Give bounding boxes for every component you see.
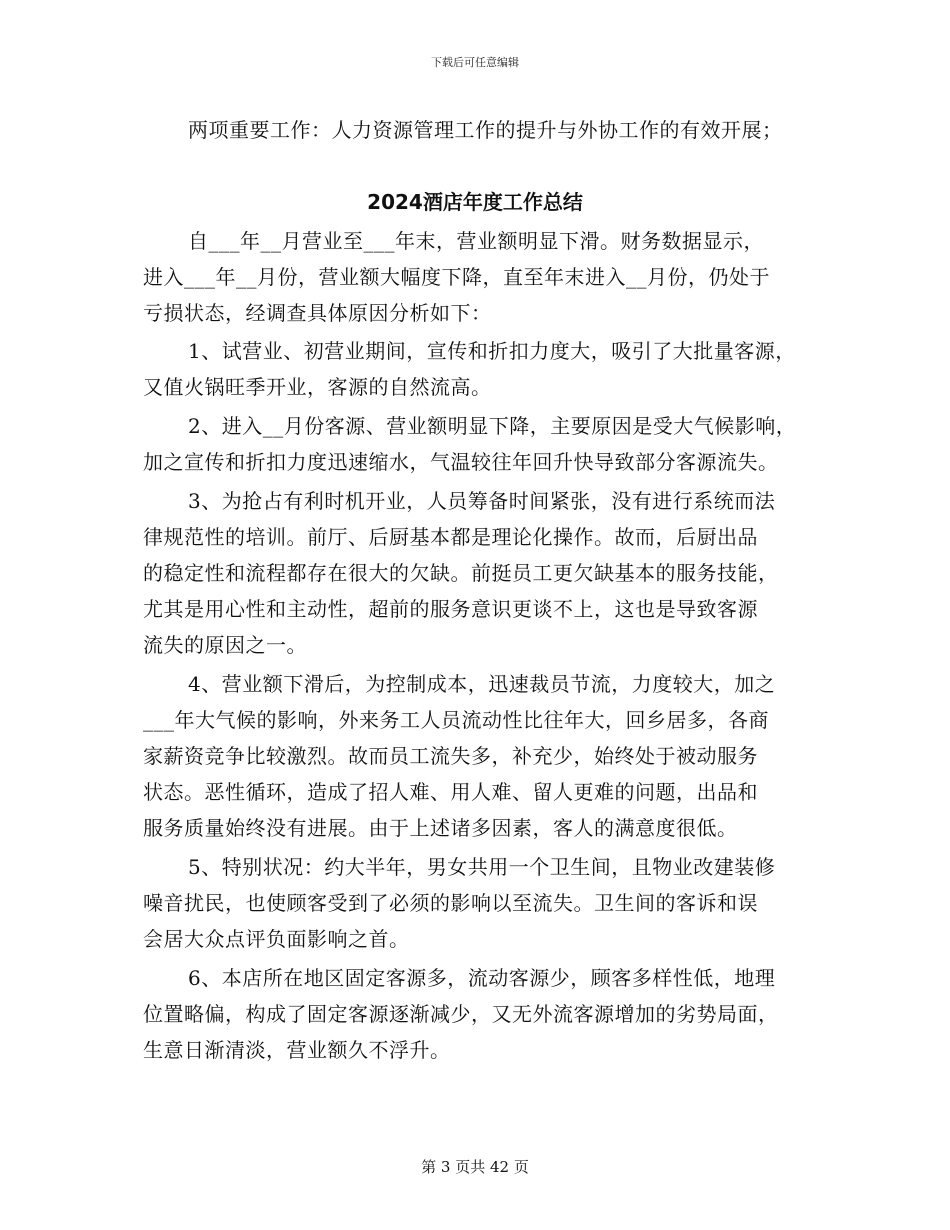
body-line: 流失的原因之一。 [143,633,307,657]
body-line: 6、本店所在地区固定客源多，流动客源少，顾客多样性低，地理 [188,966,776,990]
body-line: 进入___年__月份，营业额大幅度下降，直至年末进入__月份，仍处于 [143,265,770,289]
body-line: 2、进入__月份客源、营业额明显下降，主要原因是受大气候影响， [188,414,797,438]
page-header: 下载后可任意编辑 [431,56,519,69]
body-line: 亏损状态，经调查具体原因分析如下： [143,301,492,325]
intro-line: 两项重要工作：人力资源管理工作的提升与外协工作的有效开展； [188,118,783,142]
body-line: 3、为抢占有利时机开业，人员筹备时间紧张，没有进行系统而法 [188,489,776,513]
body-line: 位置略偏，构成了固定客源逐渐减少，又无外流客源增加的劣势局面， [143,1002,779,1026]
body-line: 加之宣传和折扣力度迅速缩水，气温较往年回升快导致部分客源流失。 [143,450,779,474]
body-line: 噪音扰民，也使顾客受到了必须的影响以至流失。卫生间的客诉和误 [143,891,758,915]
body-line: 的稳定性和流程都存在很大的欠缺。前挺员工更欠缺基本的服务技能， [143,561,779,585]
page-footer: 第 3 页共 42 页 [421,1158,529,1176]
body-line: 尤其是用心性和主动性，超前的服务意识更谈不上，这也是导致客源 [143,597,758,621]
body-line: 4、营业额下滑后，为控制成本，迅速裁员节流，力度较大，加之 [188,672,776,696]
body-line: 自___年__月营业至___年末，营业额明显下滑。财务数据显示， [188,229,764,253]
body-line: 会居大众点评负面影响之首。 [143,927,410,951]
body-line: 生意日渐清淡，营业额久不浮升。 [143,1038,451,1062]
body-line: 服务质量始终没有进展。由于上述诸多因素，客人的满意度很低。 [143,816,738,840]
body-line: 又值火锅旺季开业，客源的自然流高。 [143,375,492,399]
body-line: 5、特别状况：约大半年，男女共用一个卫生间，且物业改建装修 [188,855,776,879]
body-line: ___年大气候的影响，外来务工人员流动性比往年大，回乡居多，各商 [143,708,769,732]
body-line: 律规范性的培训。前厅、后厨基本都是理论化操作。故而，后厨出品 [143,525,758,549]
body-line: 状态。恶性循环，造成了招人难、用人难、留人更难的问题，出品和 [143,780,758,804]
body-line: 家薪资竞争比较激烈。故而员工流失多，补充少，始终处于被动服务 [143,744,758,768]
document-title: 2024酒店年度工作总结 [367,190,583,214]
body-line: 1、试营业、初营业期间，宣传和折扣力度大，吸引了大批量客源， [188,339,796,363]
